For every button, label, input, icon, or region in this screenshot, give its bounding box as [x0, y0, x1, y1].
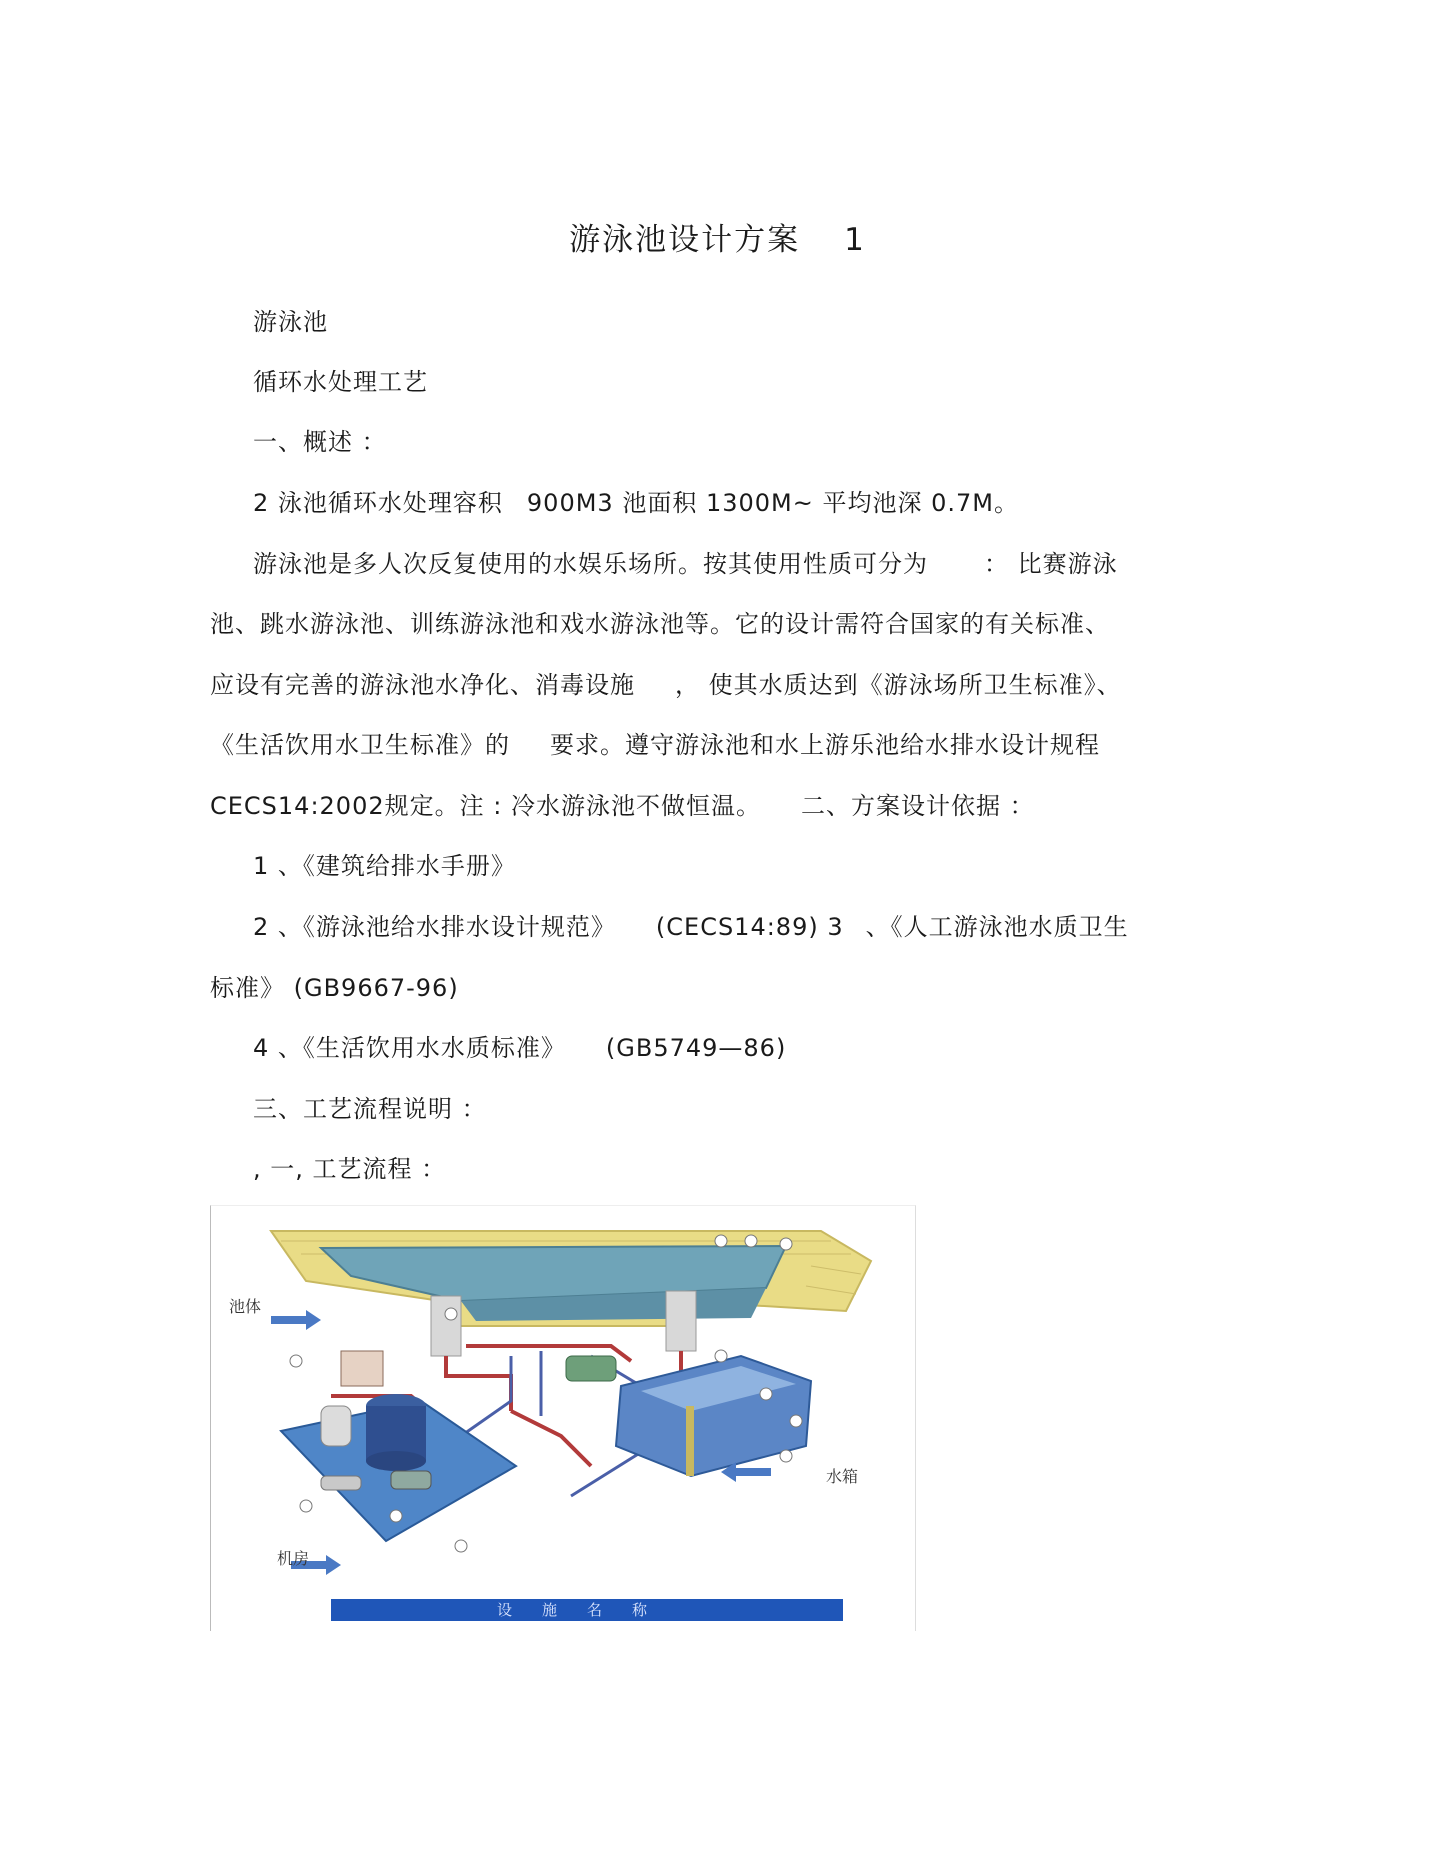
- reference-text: 2 、《游泳池给水排水设计规范》: [253, 913, 616, 941]
- section-process: 三、工艺流程说明 ：: [253, 1095, 487, 1123]
- section-overview: 一、概述 ：: [253, 428, 387, 456]
- paragraph-line-5: [210, 790, 1035, 822]
- reference-4: [253, 1032, 786, 1064]
- paragraph-text: 应设有完善的游泳池水净化、消毒设施: [210, 671, 635, 699]
- label-machine-room: 机房: [277, 1549, 310, 1568]
- paragraph-text: ： 比赛游泳: [984, 550, 1118, 578]
- reference-text: 、《人工游泳池水质卫生: [865, 913, 1129, 941]
- title-number: 1: [844, 222, 866, 258]
- label-water-tank: 水箱: [826, 1467, 859, 1486]
- paragraph-line-4: [210, 729, 1100, 761]
- paragraph-text: CECS14:2002规定。注 : 冷水游泳池不做恒温。: [210, 792, 761, 820]
- pool-system-diagram: [210, 1205, 916, 1631]
- reference-text: 4 、《生活饮用水水质标准》: [253, 1034, 566, 1062]
- paragraph-capacity: [253, 487, 1019, 519]
- capacity-values: 900M3 池面积 1300M~ 平均池深 0.7M。: [526, 489, 1019, 517]
- section-basis: 二、方案设计依据 ：: [800, 792, 1035, 820]
- paragraph-line-1: [253, 548, 1118, 580]
- reference-2-cont: 标准》 (GB9667-96): [210, 974, 459, 1002]
- paragraph-text: 游泳池是多人次反复使用的水娱乐场所。按其使用性质可分为: [253, 550, 928, 578]
- figure-caption-bar: 设施名称: [331, 1599, 843, 1621]
- document-title: [0, 214, 1435, 259]
- diagram-illustration: [211, 1206, 915, 1631]
- reference-code: (GB5749—86): [605, 1034, 787, 1062]
- paragraph-text: ， 使其水质达到《游泳场所卫生标准》、: [675, 671, 1122, 699]
- subsection-flow: , 一, 工艺流程 ：: [253, 1155, 447, 1183]
- title-text: 游泳池设计方案: [569, 222, 801, 258]
- heading-pool: 游泳池: [253, 308, 328, 336]
- paragraph-text: 要求。遵守游泳池和水上游乐池给水排水设计规程: [550, 731, 1100, 759]
- heading-process: 循环水处理工艺: [253, 368, 428, 396]
- reference-code: (CECS14:89) 3: [655, 913, 844, 941]
- paragraph-text: 《生活饮用水卫生标准》的: [210, 731, 510, 759]
- reference-2: [253, 911, 1129, 943]
- paragraph-line-2: 池、跳水游泳池、训练游泳池和戏水游泳池等。它的设计需符合国家的有关标准、: [210, 610, 1110, 638]
- capacity-label: 2 泳池循环水处理容积: [253, 489, 503, 517]
- label-pool-body: 池体: [229, 1297, 262, 1316]
- reference-1: 1 、《建筑给排水手册》: [253, 852, 516, 880]
- paragraph-line-3: [210, 669, 1122, 701]
